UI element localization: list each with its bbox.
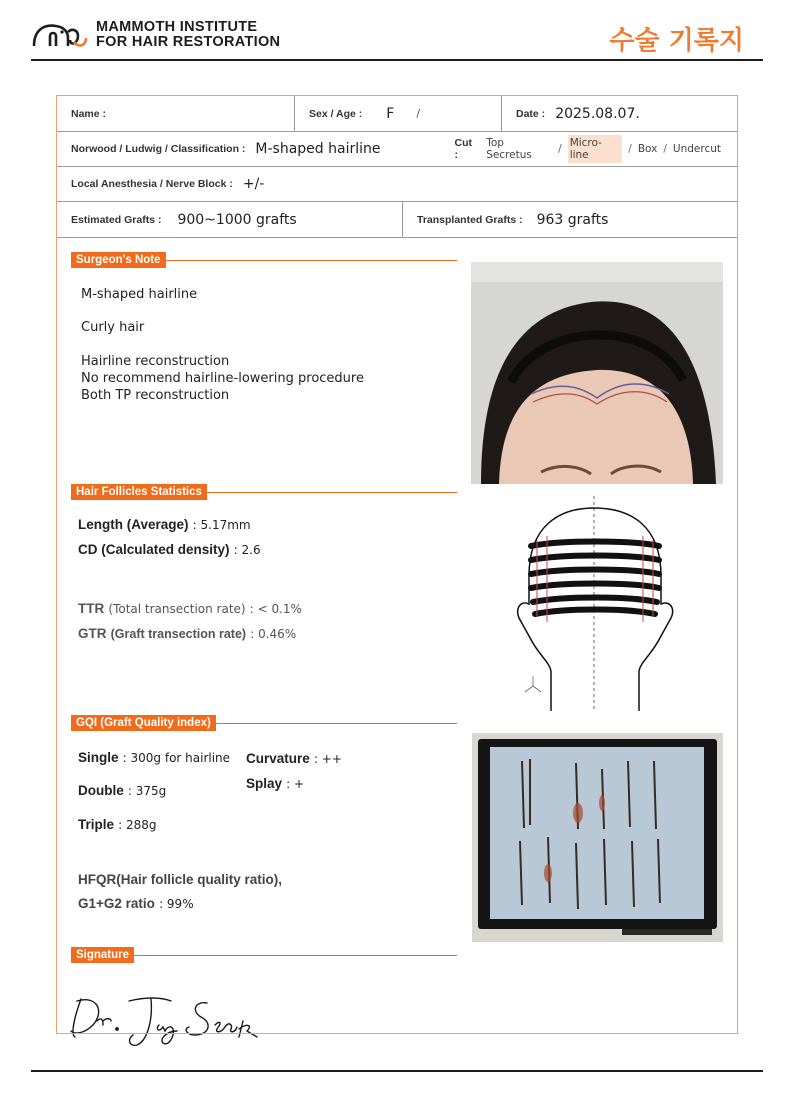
footer-rule <box>31 1070 763 1072</box>
double-value: : 375g <box>127 784 167 798</box>
hfqr-label: HFQR(Hair follicle quality ratio), <box>78 872 283 887</box>
document-title: 수술 기록지 <box>609 26 744 56</box>
header-rule <box>31 59 763 61</box>
form-row-name <box>57 96 737 132</box>
date-label: Date : <box>516 107 546 120</box>
gtr-value: : 0.46% <box>250 627 297 641</box>
classification-label: Norwood / Ludwig / Classification : <box>71 143 246 155</box>
g1g2-value: : 99% <box>159 897 194 911</box>
hairline-photo <box>471 262 723 484</box>
ttr-label: TTR <box>78 601 105 616</box>
gqi-header <box>71 715 457 731</box>
single-label: Single <box>78 750 119 765</box>
anesthesia-cell[interactable] <box>57 167 737 201</box>
head-diagram <box>511 496 711 716</box>
length-value: : 5.17mm <box>192 518 251 532</box>
anesthesia-label: Local Anesthesia / Nerve Block : <box>71 178 233 190</box>
logo-line2: FOR HAIR RESTORATION <box>96 34 281 50</box>
name-cell[interactable] <box>57 96 294 131</box>
stat-ttr <box>78 601 302 617</box>
anesthesia-value: +/- <box>242 176 265 192</box>
length-label: Length (Average) <box>78 517 189 532</box>
note-line-3: Hairline reconstruction <box>81 354 230 369</box>
gtr-desc: (Graft transection rate) <box>110 627 247 641</box>
mammoth-icon <box>30 18 90 52</box>
gqi-double <box>78 783 166 799</box>
triple-label: Triple <box>78 817 115 832</box>
gqi-single <box>78 750 230 766</box>
cut-option-undercut[interactable]: Undercut <box>672 143 722 155</box>
cut-option-top-secretus[interactable]: Top Secretus <box>486 137 532 161</box>
gqi-g1g2 <box>78 896 194 912</box>
estimated-grafts-label: Estimated Grafts : <box>71 213 162 226</box>
g1g2-label: G1+G2 ratio <box>78 896 155 911</box>
transplanted-grafts-cell[interactable] <box>402 202 737 237</box>
name-label: Name : <box>71 107 107 120</box>
form-row-classification <box>57 132 737 167</box>
classification-value: M-shaped hairline <box>255 141 381 157</box>
curvature-label: Curvature <box>246 751 310 766</box>
signature-title: Signature <box>71 947 134 963</box>
cut-option-micro-line[interactable]: Micro-line <box>568 135 623 163</box>
note-line-5: Both TP reconstruction <box>81 388 230 403</box>
note-line-1: M-shaped hairline <box>81 287 198 302</box>
sex-age-label: Sex / Age : <box>309 107 363 120</box>
cut-option-box[interactable]: Box <box>637 143 658 155</box>
classification-cell[interactable] <box>57 132 455 166</box>
cut-label: Cut : <box>454 137 473 161</box>
sex-value: F <box>386 105 395 122</box>
stat-length <box>78 517 251 533</box>
cd-label: CD (Calculated density) <box>78 542 230 557</box>
triple-value: : 288g <box>118 818 157 832</box>
graft-monitor-photo <box>472 733 723 942</box>
sex-age-cell[interactable] <box>294 96 501 131</box>
gtr-label: GTR <box>78 626 107 641</box>
gqi-splay <box>246 776 304 792</box>
form-row-grafts <box>57 202 737 238</box>
note-line-2: Curly hair <box>81 320 145 335</box>
signature-header <box>71 947 457 963</box>
institute-logo <box>30 18 280 52</box>
surgeons-note-title: Surgeon's Note <box>71 252 166 268</box>
gqi-title: GQI (Graft Quality index) <box>71 715 216 731</box>
gqi-triple <box>78 817 157 833</box>
record-form <box>56 95 738 1034</box>
date-value: 2025.08.07. <box>555 105 640 122</box>
note-line-4: No recommend hairline-lowering procedure <box>81 371 364 386</box>
double-label: Double <box>78 783 124 798</box>
curvature-value: : ++ <box>313 752 342 766</box>
stat-gtr <box>78 626 296 642</box>
estimated-grafts-cell[interactable] <box>57 202 402 237</box>
splay-value: : + <box>286 777 305 791</box>
cut-options: Cut : Top Secretus / Micro-line / Box / Undercut <box>454 137 722 161</box>
single-value: : 300g for hairline <box>122 751 231 765</box>
signature-line <box>63 1033 275 1034</box>
gqi-curvature <box>246 751 342 767</box>
ttr-value: : < 0.1% <box>249 602 302 616</box>
cd-value: : 2.6 <box>233 543 261 557</box>
splay-label: Splay <box>246 776 283 791</box>
stat-cd <box>78 542 261 558</box>
follicle-stats-title: Hair Follicles Statistics <box>71 484 207 500</box>
transplanted-grafts-value: 963 grafts <box>536 211 609 228</box>
follicle-stats-header <box>71 484 457 500</box>
form-row-anesthesia <box>57 167 737 202</box>
age-separator: / <box>416 107 421 120</box>
estimated-grafts-value: 900~1000 grafts <box>177 211 297 228</box>
handwritten-signature <box>67 991 277 1051</box>
date-cell[interactable] <box>501 96 737 131</box>
ttr-desc: (Total transection rate) <box>108 602 246 616</box>
logo-line1: MAMMOTH INSTITUTE <box>96 19 258 35</box>
gqi-hfqr <box>78 872 282 888</box>
surgeons-note-header <box>71 252 457 268</box>
transplanted-grafts-label: Transplanted Grafts : <box>417 213 523 226</box>
